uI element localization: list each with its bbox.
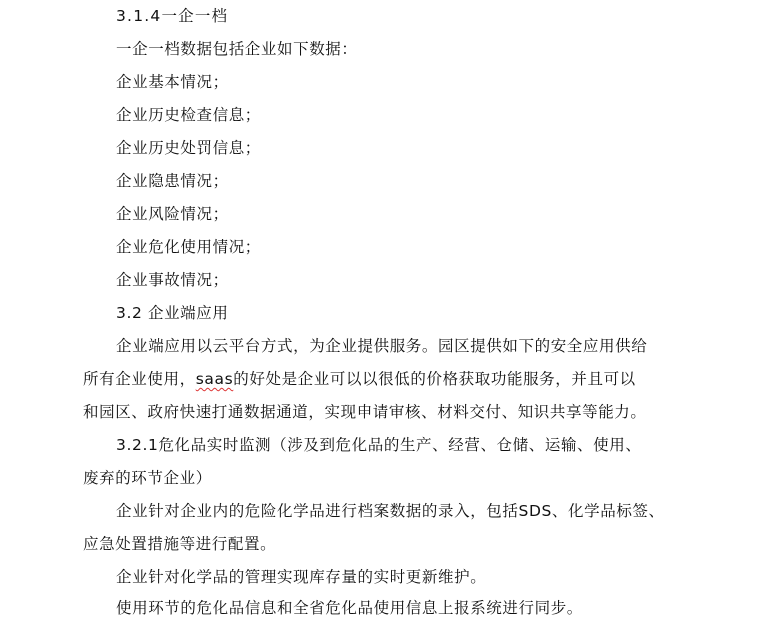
section-intro-text: 一企一档数据包括企业如下数据：	[116, 40, 358, 58]
paragraph-line: 应急处置措施等进行配置。	[83, 535, 277, 553]
list-item: 企业事故情况；	[116, 271, 229, 289]
list-item: 企业风险情况；	[116, 205, 229, 223]
paragraph-line: 使用环节的危化品信息和全省危化品使用信息上报系统进行同步。	[116, 599, 583, 617]
list-item: 企业危化使用情况；	[116, 238, 261, 256]
section-heading-3-1-4: 3.1.4一企一档	[116, 7, 229, 25]
paragraph-line: 和园区、政府快速打通数据通道，实现申请审核、材料交付、知识共享等能力。	[83, 403, 647, 421]
section-heading-3-2-1: 3.2.1危化品实时监测（涉及到危化品的生产、经营、仓储、运输、使用、	[116, 436, 642, 454]
paragraph-line: 企业针对企业内的危险化学品进行档案数据的录入，包括SDS、化学品标签、	[116, 502, 665, 520]
list-item: 企业历史检查信息；	[116, 106, 261, 124]
paragraph-text: 所有企业使用，	[83, 370, 196, 388]
paragraph-text: 的好处是企业可以以很低的价格获取功能服务，并且可以	[233, 370, 636, 388]
section-heading-3-2: 3.2 企业端应用	[116, 304, 229, 322]
paragraph-line: 企业端应用以云平台方式，为企业提供服务。园区提供如下的安全应用供给	[116, 337, 648, 355]
saas-term: saas	[195, 370, 234, 388]
list-item: 企业历史处罚信息；	[116, 139, 261, 157]
list-item: 企业隐患情况；	[116, 172, 229, 190]
section-heading-3-2-1-cont: 废弃的环节企业）	[83, 469, 212, 487]
list-item: 企业基本情况；	[116, 73, 229, 91]
paragraph-line: 企业针对化学品的管理实现库存量的实时更新维护。	[116, 568, 487, 586]
paragraph-line	[83, 369, 636, 389]
